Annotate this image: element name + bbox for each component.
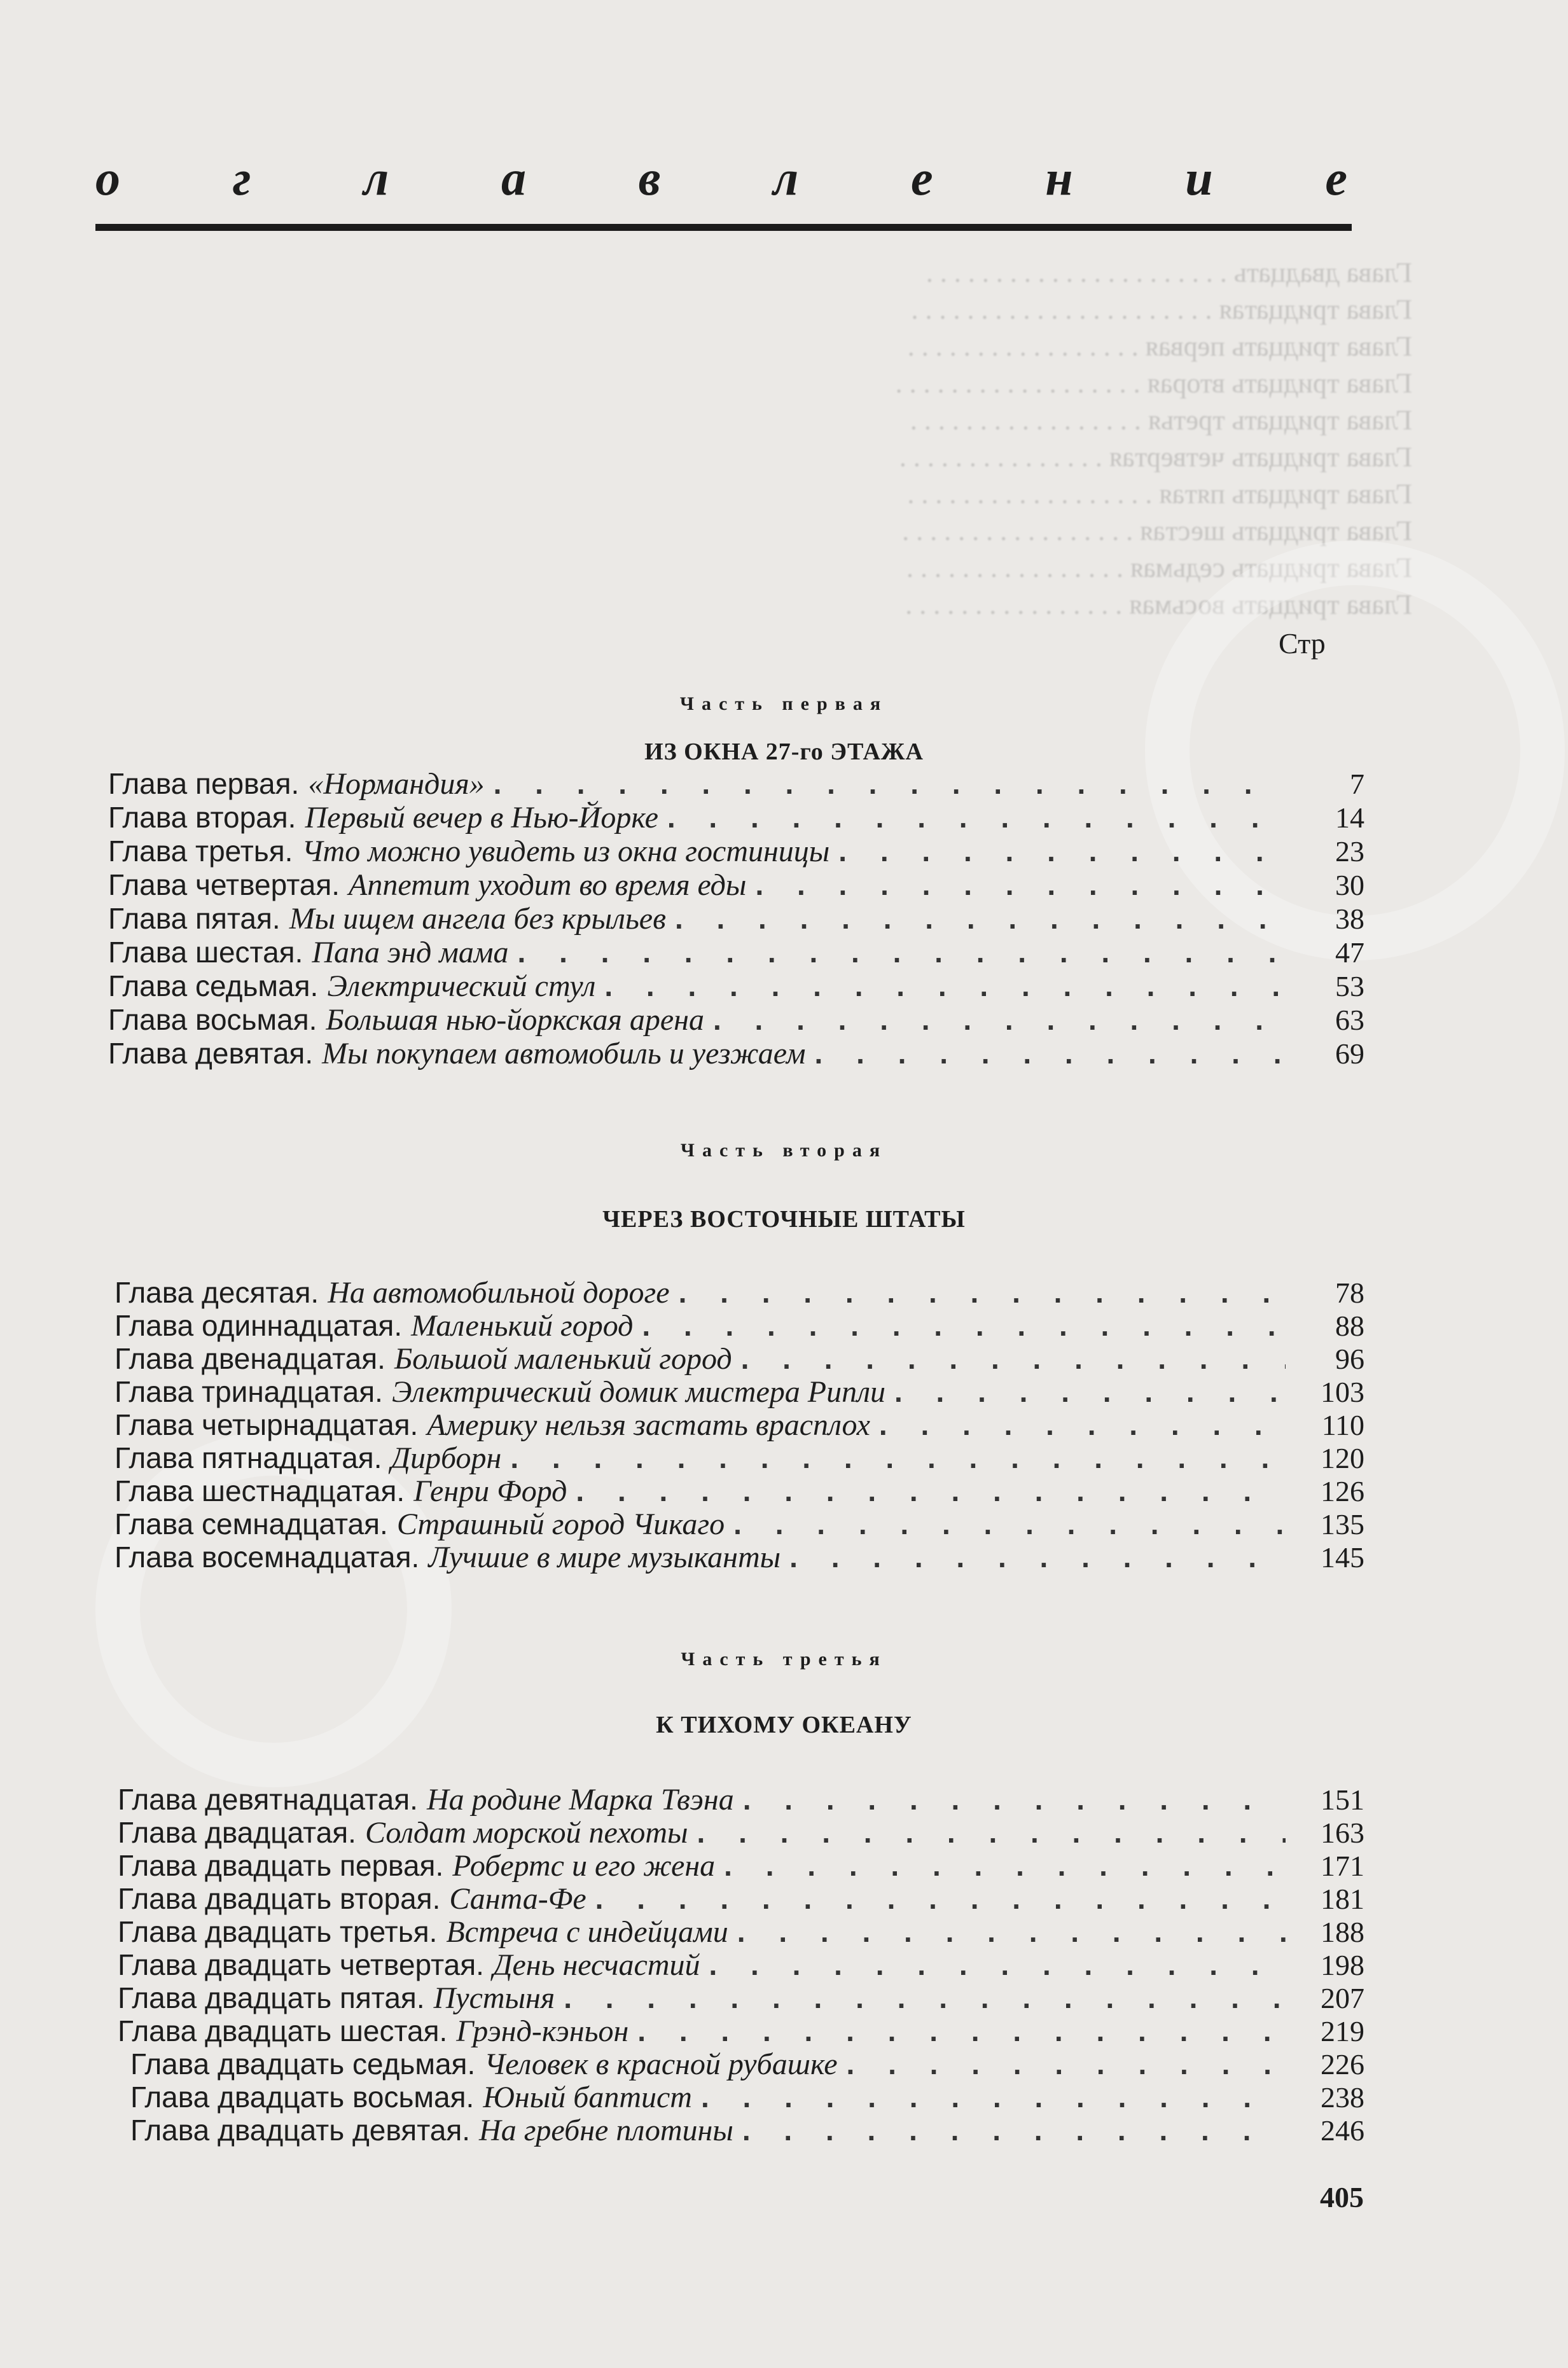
chapter-page: 63 — [1335, 1004, 1364, 1036]
dot-leader — [709, 1948, 1286, 1982]
toc-entry[interactable] — [114, 1441, 1364, 1474]
chapter-page: 145 — [1321, 1541, 1364, 1574]
dot-leader — [642, 1308, 1286, 1343]
chapter-page: 96 — [1335, 1343, 1364, 1375]
chapter-page: 198 — [1321, 1949, 1364, 1981]
chapter-label: Глава пятнадцатая. — [114, 1441, 382, 1474]
chapter-title: Грэнд-кэньон — [456, 2014, 629, 2048]
toc-entry[interactable] — [108, 1036, 1364, 1069]
title-letter: г — [232, 150, 253, 205]
toc-entry[interactable] — [118, 1848, 1364, 1881]
toc-entry[interactable] — [114, 1507, 1364, 1540]
dot-leader — [576, 1474, 1286, 1508]
toc-entry[interactable] — [118, 1815, 1364, 1848]
part-name: ЧЕРЕЗ ВОСТОЧНЫЕ ШТАТЫ — [602, 1206, 966, 1233]
title-letter: и — [1185, 150, 1214, 205]
chapter-title: «Нормандия» — [308, 767, 485, 801]
chapter-page: 110 — [1321, 1409, 1364, 1441]
chapter-label: Глава первая. — [108, 767, 300, 800]
chapter-title: Санта-Фе — [449, 1882, 586, 1916]
chapter-page: 163 — [1321, 1817, 1364, 1849]
dot-leader — [604, 969, 1286, 1003]
dot-leader — [701, 2080, 1286, 2114]
dot-leader — [742, 2113, 1286, 2147]
chapter-title: День несчастий — [492, 1948, 700, 1982]
chapter-label: Глава двенадцатая. — [114, 1342, 385, 1375]
toc-entry[interactable] — [114, 1474, 1364, 1507]
chapter-title: Солдат морской пехоты — [364, 1816, 688, 1850]
toc-entry[interactable] — [114, 1540, 1364, 1573]
dot-leader — [743, 1782, 1286, 1817]
title-letter: е — [1325, 150, 1349, 205]
chapter-title: На родине Марка Твэна — [426, 1783, 734, 1817]
chapter-label: Глава седьмая. — [108, 969, 319, 1002]
dot-leader — [564, 1981, 1286, 2015]
chapter-label: Глава четырнадцатая. — [114, 1408, 419, 1441]
chapter-label: Глава девятнадцатая. — [118, 1783, 418, 1816]
dot-leader — [667, 800, 1286, 834]
page-number: 405 — [1320, 2181, 1364, 2213]
toc-entry[interactable] — [118, 2014, 1364, 2047]
dot-leader — [510, 1441, 1286, 1475]
dot-leader — [737, 1914, 1286, 1949]
toc-entry[interactable] — [108, 868, 1364, 901]
chapter-page: 207 — [1321, 1982, 1364, 2014]
chapter-label: Глава восьмая. — [108, 1003, 317, 1036]
title-letter: о — [95, 150, 121, 205]
chapter-label: Глава девятая. — [108, 1037, 314, 1070]
chapter-title: Человек в красной рубашке — [484, 2047, 838, 2081]
title-letter: а — [501, 150, 527, 205]
chapter-label: Глава двадцать пятая. — [118, 1981, 425, 2014]
toc-entry[interactable] — [108, 766, 1364, 800]
chapter-label: Глава тринадцатая. — [114, 1375, 383, 1408]
chapter-page: 69 — [1335, 1037, 1364, 1070]
title-letter: е — [910, 150, 934, 205]
part-label: Часть третья — [681, 1649, 887, 1670]
chapter-title: Электрический стул — [327, 969, 596, 1003]
chapter-title: Первый вечер в Нью-Йорке — [305, 801, 658, 834]
toc-entry[interactable] — [130, 2080, 1364, 2113]
chapter-label: Глава двадцать четвертая. — [118, 1948, 484, 1981]
toc-entry[interactable] — [114, 1374, 1364, 1408]
chapter-page: 30 — [1335, 869, 1364, 901]
chapter-page: 226 — [1321, 2048, 1364, 2081]
toc-entry[interactable] — [118, 1914, 1364, 1948]
dot-leader — [847, 2047, 1286, 2081]
show-through-texture: Глава двадцать . . . . . . . . . . . . . . . . . . . . . . Глава тридцатая . . . . . . . . . . . . . . . . . . . . . . Глава тридцать первая . . . . . . . . . . . . . . . . . Глава тридцать вторая . . . . . . . . . . . . . . . . . . Глава тридцать третья . . . . . . . . . . . . . . . . . Глава тридцать четвертая . . . . . . . . . . . . . . . Глава тридцать пятая . . . . . . . . . . . . . . . . . . Глава тридцать шестая . . . . . . . . . . . . . . . . . Глава тридцать седьмая . . . . . . . . . . . . . . . . Глава тридцать восьмая . . . . . . . . . . . . . . . . — [895, 257, 1412, 620]
chapter-page: 23 — [1335, 835, 1364, 868]
chapter-title: Пустыня — [433, 1981, 555, 2015]
toc-entry[interactable] — [130, 2047, 1364, 2080]
chapter-title: Генри Форд — [413, 1474, 567, 1508]
chapter-title: Папа энд мама — [312, 936, 509, 969]
page-column-label: Стр — [1279, 627, 1326, 660]
toc-entry[interactable] — [108, 800, 1364, 833]
chapter-label: Глава двадцать первая. — [118, 1849, 444, 1882]
chapter-title: Маленький город — [411, 1309, 634, 1343]
dot-leader — [733, 1507, 1286, 1541]
chapter-title: Аппетит уходит во время еды — [349, 868, 747, 902]
dot-leader — [838, 834, 1286, 868]
chapter-page: 47 — [1335, 936, 1364, 969]
page-title — [95, 149, 1349, 207]
chapter-label: Глава одиннадцатая. — [114, 1309, 403, 1342]
chapter-title: Мы покупаем автомобиль и уезжаем — [322, 1037, 806, 1070]
chapter-page: 171 — [1321, 1850, 1364, 1882]
chapter-page: 126 — [1321, 1475, 1364, 1507]
chapter-page: 246 — [1321, 2114, 1364, 2147]
toc-entry[interactable] — [118, 1981, 1364, 2014]
toc-entry[interactable] — [108, 834, 1364, 867]
chapter-label: Глава десятая. — [114, 1276, 319, 1309]
toc-entry[interactable] — [114, 1408, 1364, 1441]
toc-entry[interactable] — [108, 1002, 1364, 1035]
dot-leader — [713, 1002, 1286, 1037]
title-letter: л — [363, 150, 391, 205]
chapter-label: Глава двадцать седьмая. — [130, 2047, 476, 2081]
toc-entry[interactable] — [118, 1948, 1364, 1981]
toc-entry[interactable] — [114, 1308, 1364, 1341]
dot-leader — [679, 1275, 1286, 1310]
chapter-label: Глава шестнадцатая. — [114, 1474, 405, 1507]
chapter-label: Глава пятая. — [108, 902, 281, 935]
chapter-title: Большая нью-йоркская арена — [326, 1003, 704, 1037]
toc-entry[interactable] — [118, 1782, 1364, 1815]
chapter-label: Глава восемнадцатая. — [114, 1541, 420, 1574]
chapter-title: На гребне плотины — [479, 2114, 733, 2147]
dot-leader — [697, 1815, 1286, 1850]
dot-leader — [789, 1540, 1286, 1574]
dot-leader — [755, 868, 1286, 902]
chapter-title: Мы ищем ангела без крыльев — [289, 902, 666, 936]
chapter-title: Америку нельзя застать врасплох — [427, 1408, 870, 1442]
chapter-page: 103 — [1321, 1376, 1364, 1408]
chapter-page: 135 — [1321, 1508, 1364, 1541]
dot-leader — [494, 766, 1286, 801]
chapter-label: Глава двадцать шестая. — [118, 2014, 448, 2047]
dot-leader — [724, 1848, 1286, 1883]
toc-entry[interactable] — [118, 1881, 1364, 1914]
chapter-label: Глава шестая. — [108, 936, 303, 969]
chapter-page: 14 — [1335, 801, 1364, 834]
title-letter: н — [1045, 150, 1074, 205]
title-rule — [95, 224, 1352, 231]
chapter-title: Большой маленький город — [394, 1342, 732, 1376]
chapter-title: Робертс и его жена — [452, 1849, 716, 1883]
chapter-page: 219 — [1321, 2015, 1364, 2047]
chapter-title: Юный баптист — [483, 2081, 692, 2114]
chapter-title: Встреча с индейцами — [446, 1915, 728, 1949]
chapter-title: Дирборн — [391, 1441, 502, 1475]
chapter-page: 181 — [1321, 1883, 1364, 1915]
chapter-label: Глава двадцать восьмая. — [130, 2081, 475, 2114]
toc-entry[interactable] — [108, 901, 1364, 934]
chapter-page: 238 — [1321, 2081, 1364, 2114]
chapter-page: 188 — [1321, 1916, 1364, 1948]
chapter-page: 7 — [1350, 768, 1364, 800]
part-name: ИЗ ОКНА 27-го ЭТАЖА — [644, 738, 924, 765]
chapter-page: 151 — [1321, 1783, 1364, 1816]
toc-entry[interactable] — [108, 969, 1364, 1002]
chapter-title: Электрический домик мистера Рипли — [391, 1375, 885, 1409]
dot-leader — [894, 1374, 1286, 1409]
chapter-label: Глава третья. — [108, 834, 293, 868]
chapter-page: 38 — [1335, 903, 1364, 935]
chapter-page: 53 — [1335, 970, 1364, 1002]
title-letter: в — [638, 150, 662, 205]
chapter-label: Глава двадцать третья. — [118, 1915, 438, 1948]
chapter-title: На автомобильной дороге — [328, 1276, 670, 1310]
chapter-title: Что можно увидеть из окна гостиницы — [302, 834, 830, 868]
dot-leader — [879, 1408, 1286, 1442]
chapter-label: Глава двадцатая. — [118, 1816, 356, 1849]
chapter-page: 120 — [1321, 1442, 1364, 1474]
part-name: К ТИХОМУ ОКЕАНУ — [656, 1712, 912, 1738]
chapter-page: 88 — [1335, 1310, 1364, 1342]
chapter-title: Страшный город Чикаго — [396, 1507, 725, 1541]
chapter-label: Глава четвертая. — [108, 868, 340, 901]
dot-leader — [595, 1881, 1286, 1916]
dot-leader — [518, 935, 1286, 969]
part-label: Часть первая — [679, 693, 889, 714]
chapter-title: Лучшие в мире музыканты — [428, 1541, 781, 1574]
chapter-label: Глава семнадцатая. — [114, 1507, 388, 1541]
dot-leader — [815, 1036, 1286, 1070]
part-label: Часть вторая — [680, 1140, 888, 1161]
dot-leader — [675, 901, 1286, 936]
chapter-label: Глава вторая. — [108, 801, 296, 834]
toc-entry[interactable] — [114, 1275, 1364, 1308]
toc-entry[interactable] — [108, 935, 1364, 968]
title-letter: л — [773, 150, 800, 205]
dot-leader — [637, 2014, 1286, 2048]
chapter-page: 78 — [1335, 1277, 1364, 1309]
toc-entry[interactable] — [130, 2113, 1364, 2146]
chapter-label: Глава двадцать девятая. — [130, 2114, 471, 2147]
toc-entry[interactable] — [114, 1341, 1364, 1374]
dot-leader — [741, 1341, 1286, 1376]
chapter-label: Глава двадцать вторая. — [118, 1882, 441, 1915]
